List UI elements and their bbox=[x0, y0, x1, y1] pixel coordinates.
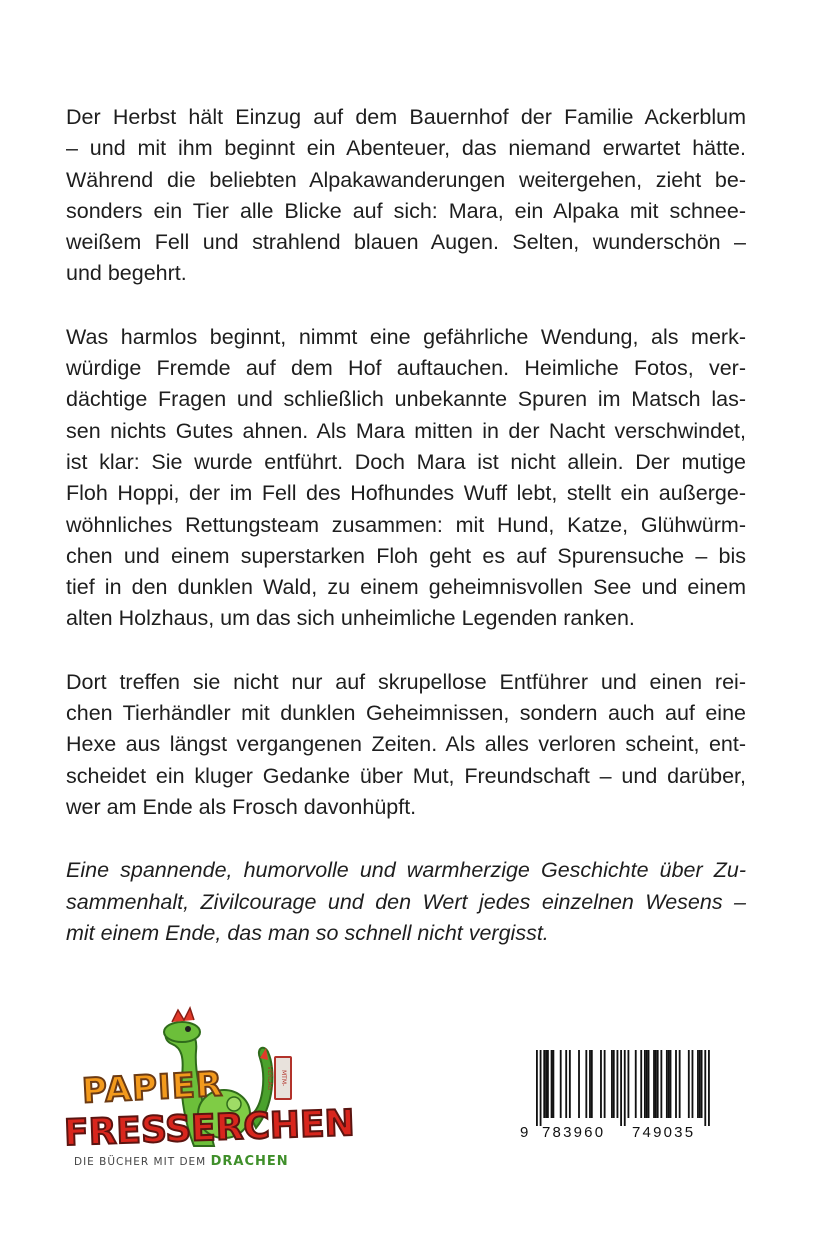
barcode-bar bbox=[569, 1050, 571, 1118]
text-line: Was harmlos beginnt, nimmt eine gefährliche Wendung, als merk- bbox=[66, 324, 746, 349]
text-line: – und mit ihm beginnt ein Abenteuer, das niemand erwartet hätte. bbox=[66, 136, 746, 161]
logo-tagline bbox=[74, 1154, 289, 1169]
barcode-bars bbox=[520, 1050, 720, 1126]
blurb-paragraph-4-italic bbox=[66, 855, 746, 949]
logo-word-papier: PAPIER bbox=[81, 1064, 225, 1112]
barcode-bar bbox=[551, 1050, 553, 1118]
barcode-bar bbox=[648, 1050, 650, 1118]
barcode-bar bbox=[653, 1050, 655, 1118]
text-line: würdige Fremde auf dem Hof auftauchen. Heimliche Fotos, ver- bbox=[66, 356, 746, 381]
barcode-bar bbox=[613, 1050, 615, 1118]
text-line: Hexe aus längst vergangenen Zeiten. Als alles verloren scheint, ent- bbox=[66, 732, 746, 757]
barcode-bar bbox=[666, 1050, 668, 1118]
text-line: scheidet ein kluger Gedanke über Mut, Freundschaft – und darüber, bbox=[66, 763, 746, 788]
barcode-bar bbox=[644, 1050, 646, 1118]
text-line: sen nichts Gutes ahnen. Als Mara mitten in der Nacht verschwindet, bbox=[66, 418, 746, 443]
barcode-bar bbox=[628, 1050, 630, 1118]
text-line: Dort treffen sie nicht nur auf skrupellose Entführer und einen rei- bbox=[66, 669, 746, 694]
text-line: chen Tierhändler mit dunklen Geheimnissen, sondern auch auf eine bbox=[66, 701, 746, 726]
barcode-bar bbox=[675, 1050, 677, 1118]
barcode-bar bbox=[552, 1050, 554, 1118]
back-cover-blurb bbox=[66, 102, 746, 949]
text-line: sammenhalt, Zivilcourage und den Wert jedes einzelnen Wesens – bbox=[66, 889, 746, 914]
text-line: tief in den dunklen Wald, zu einem geheimnisvollen See und einem bbox=[66, 575, 746, 600]
text-line: Der Herbst hält Einzug auf dem Bauernhof der Familie Ackerblum bbox=[66, 105, 746, 129]
text-line: Floh Hoppi, der im Fell des Hofhundes Wuff lebt, stellt ein außerge- bbox=[66, 481, 746, 506]
barcode-bar bbox=[655, 1050, 657, 1118]
barcode-bar bbox=[560, 1050, 562, 1118]
barcode-bar bbox=[604, 1050, 606, 1118]
blurb-paragraph-3 bbox=[66, 667, 746, 823]
barcode-bar bbox=[692, 1050, 694, 1118]
barcode-digits-left: 783960 bbox=[542, 1124, 606, 1141]
barcode-bar bbox=[536, 1050, 538, 1126]
text-line: alten Holzhaus, um das sich unheimliche Legenden ranken. bbox=[66, 606, 635, 631]
barcode-bar bbox=[660, 1050, 662, 1118]
barcode-bar bbox=[697, 1050, 699, 1118]
barcode-bar bbox=[704, 1050, 706, 1126]
barcode-bar bbox=[701, 1050, 703, 1118]
text-line: wöhnliches Rettungsteam zusammen: mit Hund, Katze, Glühwürm- bbox=[66, 512, 746, 537]
barcode-bar bbox=[600, 1050, 602, 1118]
barcode-bar bbox=[657, 1050, 659, 1118]
barcode-bar bbox=[640, 1050, 642, 1118]
barcode-bar bbox=[565, 1050, 567, 1118]
isbn-barcode bbox=[520, 1050, 720, 1160]
barcode-digits-right: 749035 bbox=[632, 1124, 696, 1141]
text-line: Während die beliebten Alpakawanderungen weitergehen, zieht be- bbox=[66, 167, 746, 192]
barcode-bar bbox=[679, 1050, 681, 1118]
logo-word-fresserchen: FRESSERCHEN bbox=[63, 1102, 356, 1155]
text-line: Eine spannende, humorvolle und warmherzige Geschichte über Zu- bbox=[66, 858, 746, 883]
text-line: ist klar: Sie wurde entführt. Doch Mara ist nicht allein. Der mutige bbox=[66, 449, 746, 474]
barcode-bar bbox=[670, 1050, 672, 1118]
text-line: weißem Fell und strahlend blauen Augen. Selten, wunderschön – bbox=[66, 230, 746, 255]
barcode-bar bbox=[591, 1050, 593, 1118]
logo-tagline-prefix: DIE BÜCHER MIT DEM bbox=[74, 1156, 207, 1168]
publisher-badge: MTM-VERLAG bbox=[274, 1056, 292, 1100]
blurb-paragraph-2 bbox=[66, 322, 746, 635]
text-line: wer am Ende als Frosch davonhüpft. bbox=[66, 794, 417, 819]
text-line: und begehrt. bbox=[66, 261, 187, 286]
blurb-paragraph-1 bbox=[66, 102, 746, 290]
barcode-bar bbox=[617, 1050, 619, 1118]
barcode-bar bbox=[708, 1050, 710, 1126]
barcode-bar bbox=[646, 1050, 648, 1118]
barcode-bar bbox=[540, 1050, 542, 1126]
barcode-digit-first: 9 bbox=[520, 1124, 529, 1141]
publisher-logo bbox=[63, 996, 356, 1186]
text-line: chen und einem superstarken Floh geht es auf Spurensuche – bis bbox=[66, 543, 746, 568]
barcode-bar bbox=[543, 1050, 545, 1118]
barcode-bar bbox=[668, 1050, 670, 1118]
barcode-bar bbox=[545, 1050, 547, 1118]
barcode-bar bbox=[585, 1050, 587, 1118]
text-line: sonders ein Tier alle Blicke auf sich: Mara, ein Alpaka mit schnee- bbox=[66, 198, 746, 223]
barcode-bar bbox=[611, 1050, 613, 1118]
barcode-bar bbox=[635, 1050, 637, 1118]
barcode-bar bbox=[699, 1050, 701, 1118]
barcode-bar bbox=[578, 1050, 580, 1118]
barcode-bar bbox=[589, 1050, 591, 1118]
logo-tagline-highlight: DRACHEN bbox=[210, 1154, 289, 1169]
barcode-bar bbox=[624, 1050, 626, 1126]
text-line: dächtige Fragen und schließlich unbekannte Spuren im Matsch las- bbox=[66, 387, 746, 412]
barcode-bar bbox=[620, 1050, 622, 1126]
text-line: mit einem Ende, das man so schnell nicht vergisst. bbox=[66, 920, 549, 945]
barcode-bar bbox=[547, 1050, 549, 1118]
barcode-bar bbox=[688, 1050, 690, 1118]
